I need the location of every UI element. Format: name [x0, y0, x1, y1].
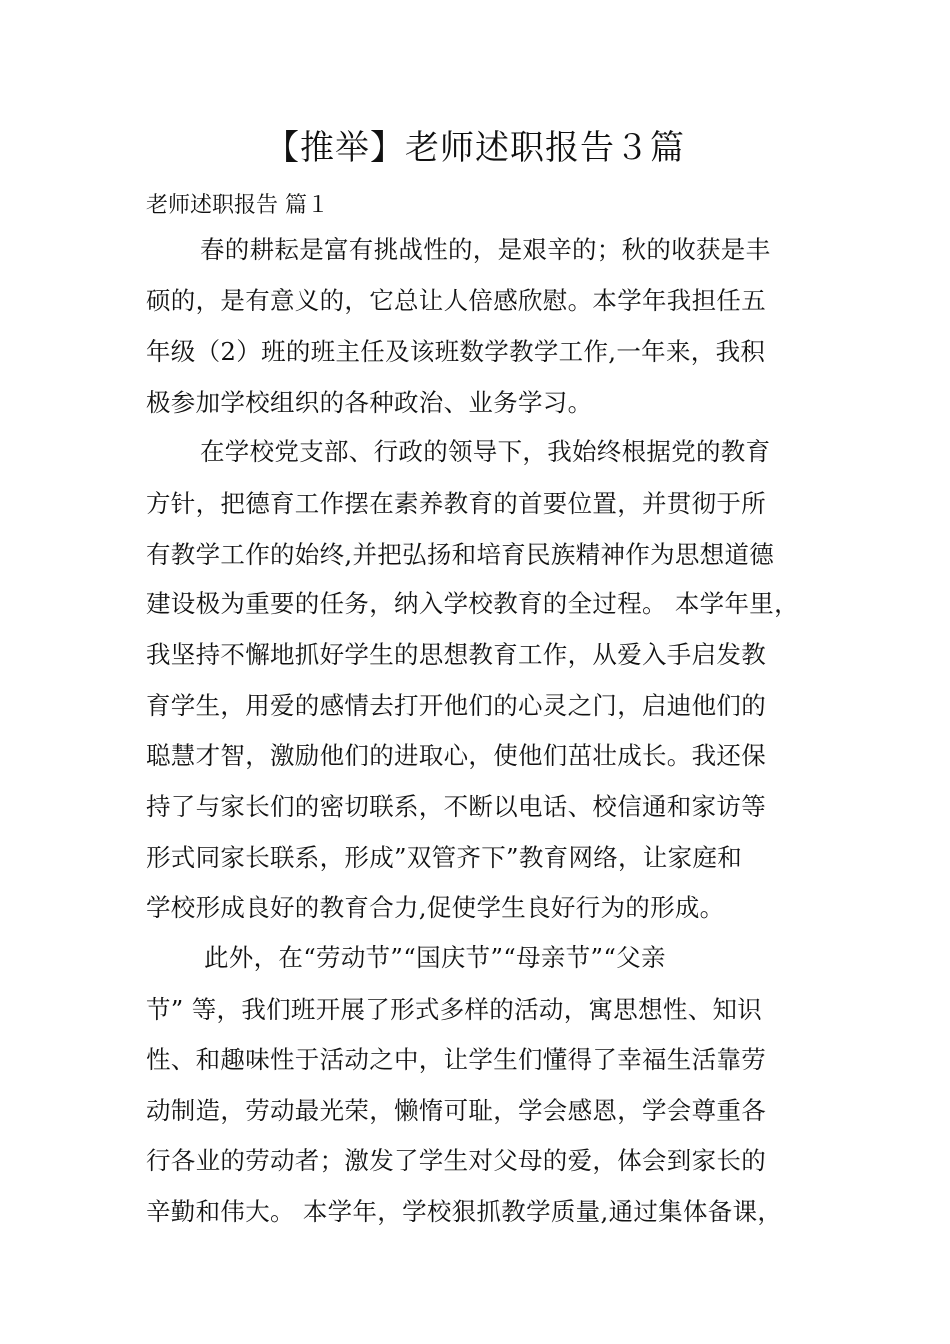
paragraph-line: 年级（2）班的班主任及该班数学教学工作,一年来，我积	[146, 337, 766, 366]
paragraph-line: 极参加学校组织的各种政治、业务学习。	[146, 388, 593, 417]
paragraph-line: 有教学工作的始终,并把弘扬和培育民族精神作为思想道德	[146, 540, 775, 569]
paragraph-line: 我坚持不懈地抓好学生的思想教育工作，从爱入手启发教	[146, 640, 766, 669]
document-title: 【推举】老师述职报告３篇	[265, 128, 685, 168]
paragraph-line: 持了与家长们的密切联系，不断以电话、校信通和家访等	[146, 792, 766, 821]
paragraph-line: 聪慧才智，激励他们的进取心，使他们茁壮成长。我还保	[146, 741, 766, 770]
paragraph-line: 辛勤和伟大。 本学年，学校狠抓教学质量,通过集体备课，	[146, 1197, 783, 1226]
paragraph-line: 性、和趣味性于活动之中，让学生们懂得了幸福生活靠劳	[146, 1045, 766, 1074]
paragraph-line: 春的耕耘是富有挑战性的，是艰辛的；秋的收获是丰	[200, 235, 771, 264]
paragraph-line: 形式同家长联系，形成”双管齐下”教育网络，让家庭和	[146, 843, 743, 872]
paragraph-line: 此外，在“劳动节”“国庆节”“母亲节”“父亲	[204, 943, 666, 972]
paragraph-line: 育学生，用爱的感情去打开他们的心灵之门，启迪他们的	[146, 691, 766, 720]
section-heading: 老师述职报告 篇１	[146, 193, 329, 218]
paragraph-line: 硕的，是有意义的，它总让人倍感欣慰。本学年我担任五	[146, 286, 766, 315]
paragraph-line: 行各业的劳动者；激发了学生对父母的爱，体会到家长的	[146, 1146, 766, 1175]
paragraph-line: 方针，把德育工作摆在素养教育的首要位置，并贯彻于所	[146, 489, 766, 518]
paragraph-line: 建设极为重要的任务，纳入学校教育的全过程。 本学年里，	[146, 589, 799, 618]
paragraph-line: 动制造，劳动最光荣，懒惰可耻，学会感恩，学会尊重各	[146, 1096, 766, 1125]
paragraph-line: 学校形成良好的教育合力,促使学生良好行为的形成。	[146, 893, 725, 922]
paragraph-line: 在学校党支部、行政的领导下，我始终根据党的教育	[200, 437, 771, 466]
paragraph-line: 节” 等，我们班开展了形式多样的活动，寓思想性、知识	[146, 995, 763, 1024]
